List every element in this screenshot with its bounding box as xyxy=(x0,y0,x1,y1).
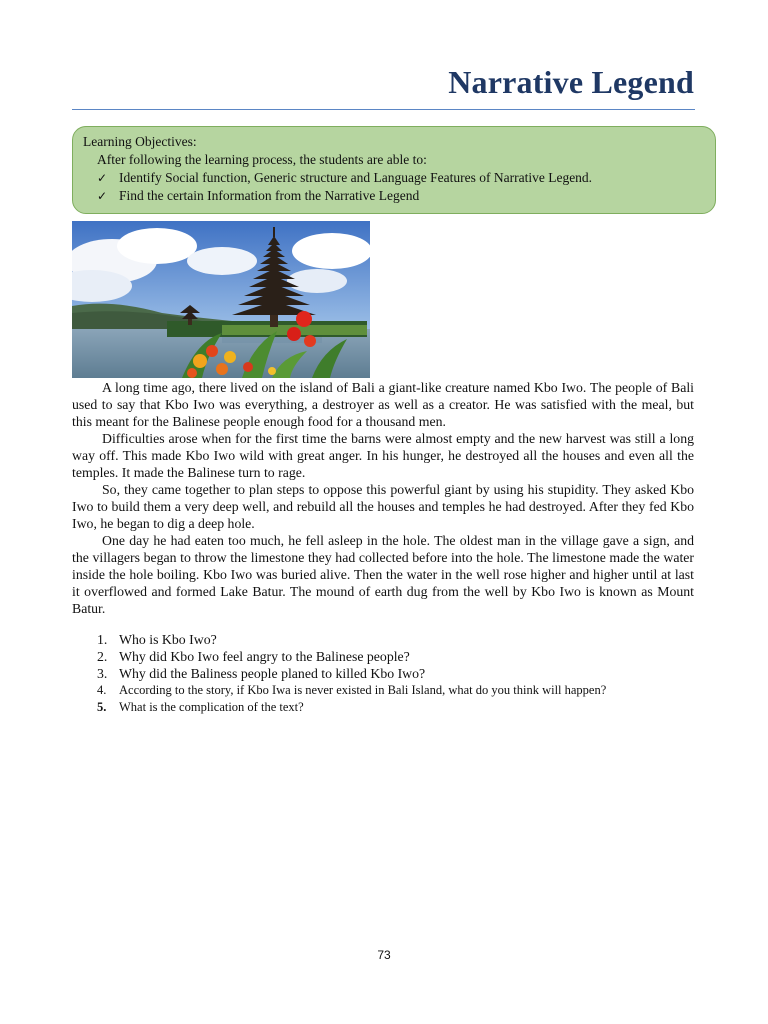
objective-text: Find the certain Information from the Narrative Legend xyxy=(119,188,420,203)
question-item xyxy=(72,631,694,648)
story-paragraph: A long time ago, there lived on the island of Bali a giant-like creature named Kbo Iwo. The people of Bali used to say that Kbo Iwo was everything, a destroyer as well as a creator. He was satisfied with the meal, but this meant for the Balinese people enough food for a thousand men. xyxy=(72,380,694,429)
story-text xyxy=(72,379,694,617)
check-icon: ✓ xyxy=(97,189,108,203)
question-text: What is the complication of the text? xyxy=(119,700,304,714)
question-number: 1. xyxy=(97,632,108,647)
page-number: 73 xyxy=(377,948,391,962)
learning-objectives-box xyxy=(72,126,716,214)
question-text: Who is Kbo Iwo? xyxy=(119,632,217,647)
objective-item xyxy=(97,169,705,187)
story-paragraph: Difficulties arose when for the first time the barns were almost empty and the new harvest was still a long way off. This made Kbo Iwo wild with great anger. In his hunger, he destroyed all the houses and even all the temples. It made the Balinese turn to rage. xyxy=(72,431,694,480)
question-number: 2. xyxy=(97,649,108,664)
questions-list xyxy=(72,631,694,716)
question-item xyxy=(72,648,694,665)
question-number: 5. xyxy=(97,700,107,714)
page-title: Narrative Legend xyxy=(448,64,694,100)
question-number: 3. xyxy=(97,666,108,681)
check-icon: ✓ xyxy=(97,171,108,185)
title-divider xyxy=(72,109,695,110)
story-paragraph: So, they came together to plan steps to oppose this powerful giant by using his stupidity. They asked Kbo Iwo to build them a very deep well, and rebuild all the houses and temples he had destroyed. After they fed Kbo Iwo, he began to dig a deep hole. xyxy=(72,482,694,531)
question-item xyxy=(72,699,694,716)
objective-item xyxy=(97,187,705,205)
question-number: 4. xyxy=(97,683,107,697)
objectives-heading: Learning Objectives: xyxy=(83,134,197,149)
objectives-intro: After following the learning process, the students are able to: xyxy=(97,152,427,167)
story-paragraph: One day he had eaten too much, he fell asleep in the hole. The oldest man in the village gave a sign, and the villagers began to throw the limestone they had collected before into the hole. The limestone made the water inside the hole boiling. Kbo Iwo was buried alive. Then the water in the well rose higher and higher until at last it overflowed and formed Lake Batur. The mound of earth dug from the well by Kbo Iwo is known as Mount Batur. xyxy=(72,533,694,616)
question-item xyxy=(72,665,694,682)
temple-on-lake-photo xyxy=(72,221,370,378)
question-item xyxy=(72,682,694,699)
objectives-list xyxy=(83,169,705,205)
question-text: Why did the Baliness people planed to killed Kbo Iwo? xyxy=(119,666,426,681)
question-text: Why did Kbo Iwo feel angry to the Balinese people? xyxy=(119,649,410,664)
question-text: According to the story, if Kbo Iwa is never existed in Bali Island, what do you think will happen? xyxy=(119,683,607,697)
objective-text: Identify Social function, Generic structure and Language Features of Narrative Legend. xyxy=(119,170,593,185)
